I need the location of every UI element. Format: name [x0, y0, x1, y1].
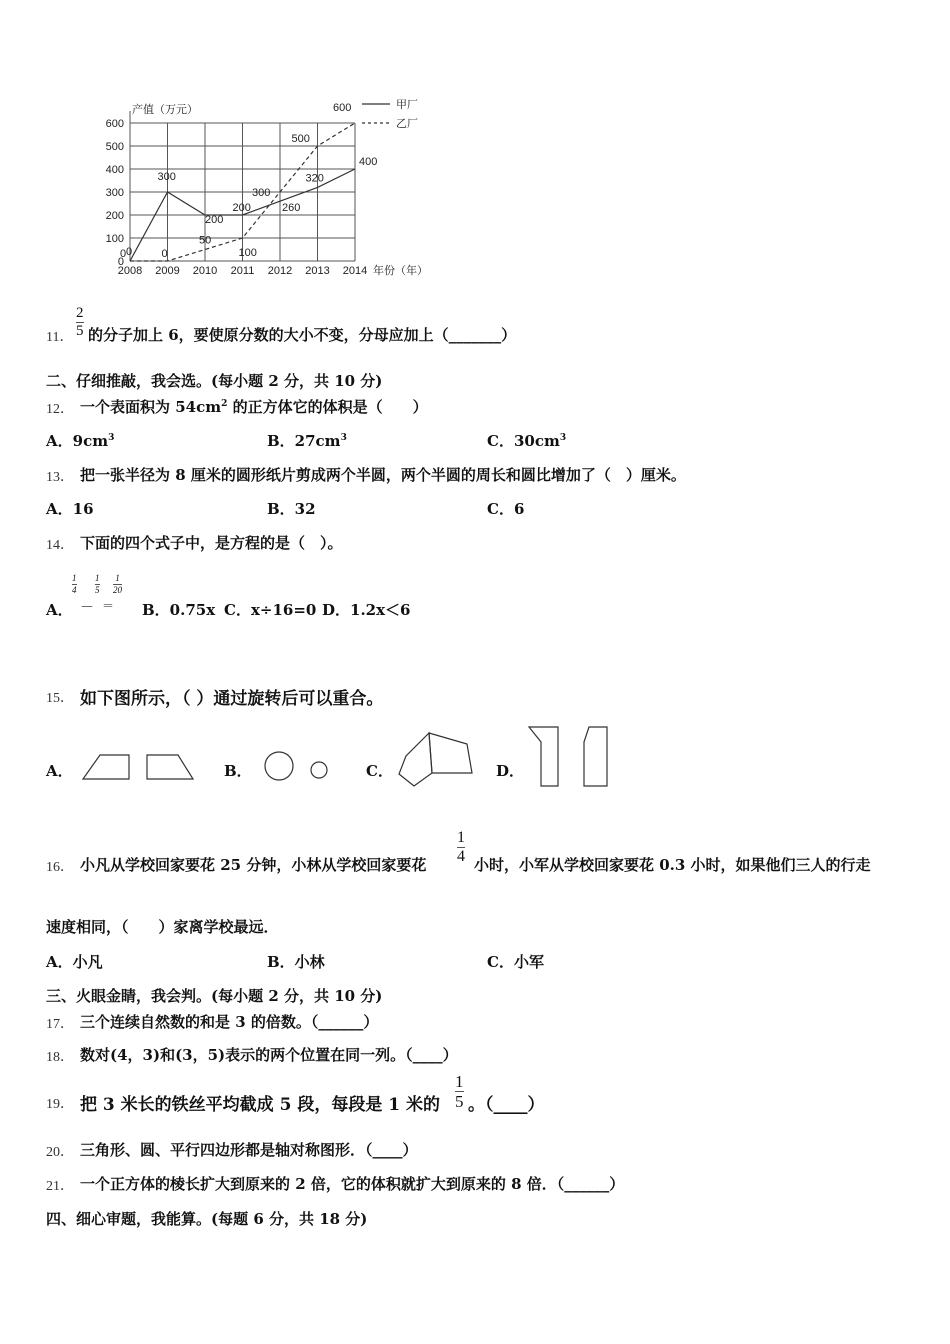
q16-option-c[interactable]: C．小军 — [487, 953, 544, 971]
q11-frac-numerator: 2 — [76, 305, 84, 321]
q14-option-a-label[interactable]: A． — [46, 601, 73, 619]
x-tick-2011: 2011 — [230, 265, 255, 277]
q19-text-a: 把 3 米长的铁丝平均截成 5 段，每段是 1 米的 — [80, 1095, 440, 1115]
section-3-heading: 三、火眼金睛，我会判。(每小题 2 分，共 10 分) — [46, 987, 383, 1005]
q11-fraction — [76, 306, 84, 339]
q14-minus: － — [80, 600, 94, 616]
y-tick-600: 600 — [105, 118, 124, 130]
point-label-s1-4: 300 — [252, 187, 271, 199]
q14-frac-1: 1 4 — [72, 573, 77, 595]
q12-text — [80, 396, 428, 417]
q13-option-b[interactable]: B．32 — [267, 500, 316, 518]
q20-text: 三角形、圆、平行四边形都是轴对称图形．（____） — [80, 1141, 418, 1159]
point-label-s0-1: 300 — [157, 171, 176, 183]
q11-number: 11． — [46, 330, 74, 345]
q19-text-b: 。（____） — [468, 1095, 545, 1115]
q14-text: 下面的四个式子中，是方程的是（ ）。 — [80, 534, 343, 552]
section-2-heading: 二、仔细推敲，我会选。(每小题 2 分，共 10 分) — [46, 372, 383, 390]
y-tick-0: 0 — [117, 256, 124, 268]
point-label-s0-6: 400 — [359, 156, 378, 168]
q15-option-b-circles — [260, 748, 335, 784]
q16-text-b: 小时，小军从学校回家要花 0.3 小时，如果他们三人的行走 — [474, 856, 871, 874]
x-tick-2009: 2009 — [155, 265, 180, 277]
q12-option-c[interactable]: C．$30cm^3$ — [487, 432, 567, 450]
q12-number: 12． — [46, 402, 74, 417]
x-tick-2014: 2014 — [342, 265, 368, 277]
q15-option-c-label[interactable]: C． — [366, 762, 393, 780]
point-label-s1-1: 0 — [161, 248, 168, 260]
q18-text: 数对(4，3)和(3，5)表示的两个位置在同一列。（____） — [80, 1046, 458, 1064]
point-label-s1-0: 0 — [126, 246, 133, 258]
q14-option-b[interactable]: B．0.75x — [142, 601, 216, 619]
x-tick-2010: 2010 — [192, 265, 218, 277]
q15-number: 15． — [46, 691, 74, 706]
y-tick-400: 400 — [105, 164, 124, 176]
point-label-s0-5: 320 — [305, 172, 324, 185]
x-tick-2008: 2008 — [117, 265, 143, 277]
q12-text-a: 一个表面积为 54cm — [80, 398, 222, 416]
legend-series-2: 乙厂 — [396, 118, 418, 130]
y-axis-ticks — [105, 118, 127, 268]
q19-number: 19． — [46, 1097, 74, 1112]
y-tick-200: 200 — [105, 210, 124, 222]
q15-option-c-polygons — [396, 730, 476, 792]
q19-fraction: 1 5 — [455, 1072, 464, 1111]
y-tick-300: 300 — [105, 187, 124, 199]
q21-number: 21． — [46, 1179, 74, 1194]
q14-option-d[interactable]: D．1.2x＜6 — [322, 601, 411, 619]
q16-text-a: 小凡从学校回家要花 25 分钟，小林从学校回家要花 — [80, 856, 427, 874]
point-label-s1-6: 600 — [333, 102, 352, 114]
q12-text-b: 的正方体它的体积是（ ） — [227, 398, 428, 416]
q11-frac-denominator: 5 — [76, 323, 84, 339]
q13-option-a[interactable]: A．16 — [46, 500, 94, 518]
q15-option-a-trapezoids — [80, 748, 200, 784]
q14-frac-3: 1 20 — [113, 573, 122, 595]
q14-frac-2: 1 5 — [95, 573, 100, 595]
y-axis-label: 产值（万元） — [132, 104, 198, 116]
q15-text: 如下图所示，（ ）通过旋转后可以重合。 — [80, 689, 384, 709]
q15-option-d-shapes — [526, 724, 616, 790]
point-label-s1-2: 50 — [199, 234, 212, 247]
q20-number: 20． — [46, 1145, 74, 1160]
q12-option-b[interactable]: B．$27cm^3$ — [267, 432, 347, 450]
q17-text: 三个连续自然数的和是 3 的倍数。（______） — [80, 1013, 379, 1031]
legend-series-1: 甲厂 — [396, 99, 418, 111]
q16-fraction: 1 4 — [457, 829, 465, 865]
x-tick-2012: 2012 — [267, 265, 293, 277]
q14-number: 14． — [46, 538, 74, 553]
x-axis-label: 年份（年） — [373, 265, 428, 277]
point-label-s0-4: 260 — [282, 202, 301, 215]
point-label-s0-2: 200 — [205, 214, 224, 226]
point-labels — [120, 102, 377, 260]
q15-option-d-label[interactable]: D． — [496, 762, 525, 780]
q12-sup: 2 — [221, 399, 228, 409]
q13-option-c[interactable]: C．6 — [487, 500, 525, 518]
q14-option-c[interactable]: C．x÷16=0 — [224, 601, 317, 619]
q16-option-b[interactable]: B．小林 — [267, 953, 325, 971]
q13-number: 13． — [46, 470, 74, 485]
x-tick-2013: 2013 — [305, 265, 330, 277]
q15-option-b-label[interactable]: B． — [224, 762, 252, 780]
y-tick-100: 100 — [105, 233, 124, 245]
section-4-heading: 四、细心审题，我能算。(每题 6 分，共 18 分) — [46, 1210, 368, 1228]
q13-text: 把一张半径为 8 厘米的圆形纸片剪成两个半圆，两个半圆的周长和圆比增加了（ ）厘米。 — [80, 466, 686, 484]
q15-option-a-label[interactable]: A． — [46, 762, 73, 780]
q16-number: 16． — [46, 860, 74, 875]
point-label-s1-5: 500 — [291, 133, 310, 145]
q11-text: 的分子加上 6，要使原分数的大小不变，分母应加上（_______） — [88, 326, 517, 344]
x-axis-ticks — [118, 265, 367, 277]
q14-equals: ＝ — [102, 599, 115, 613]
q21-text: 一个正方体的棱长扩大到原来的 2 倍，它的体积就扩大到原来的 8 倍．（______） — [80, 1175, 625, 1193]
q18-number: 18． — [46, 1050, 74, 1065]
q12-option-a[interactable]: A．$9cm^3$ — [46, 432, 115, 450]
point-label-s0-0: 0 — [120, 248, 127, 260]
y-tick-500: 500 — [105, 141, 124, 153]
production-line-chart — [40, 95, 450, 285]
q16-option-a[interactable]: A．小凡 — [46, 953, 103, 971]
point-label-s1-3: 100 — [238, 247, 257, 259]
point-label-s0-3: 200 — [232, 202, 251, 214]
q16-line-2: 速度相同，（ ）家离学校最远． — [46, 918, 279, 936]
q17-number: 17． — [46, 1017, 74, 1032]
